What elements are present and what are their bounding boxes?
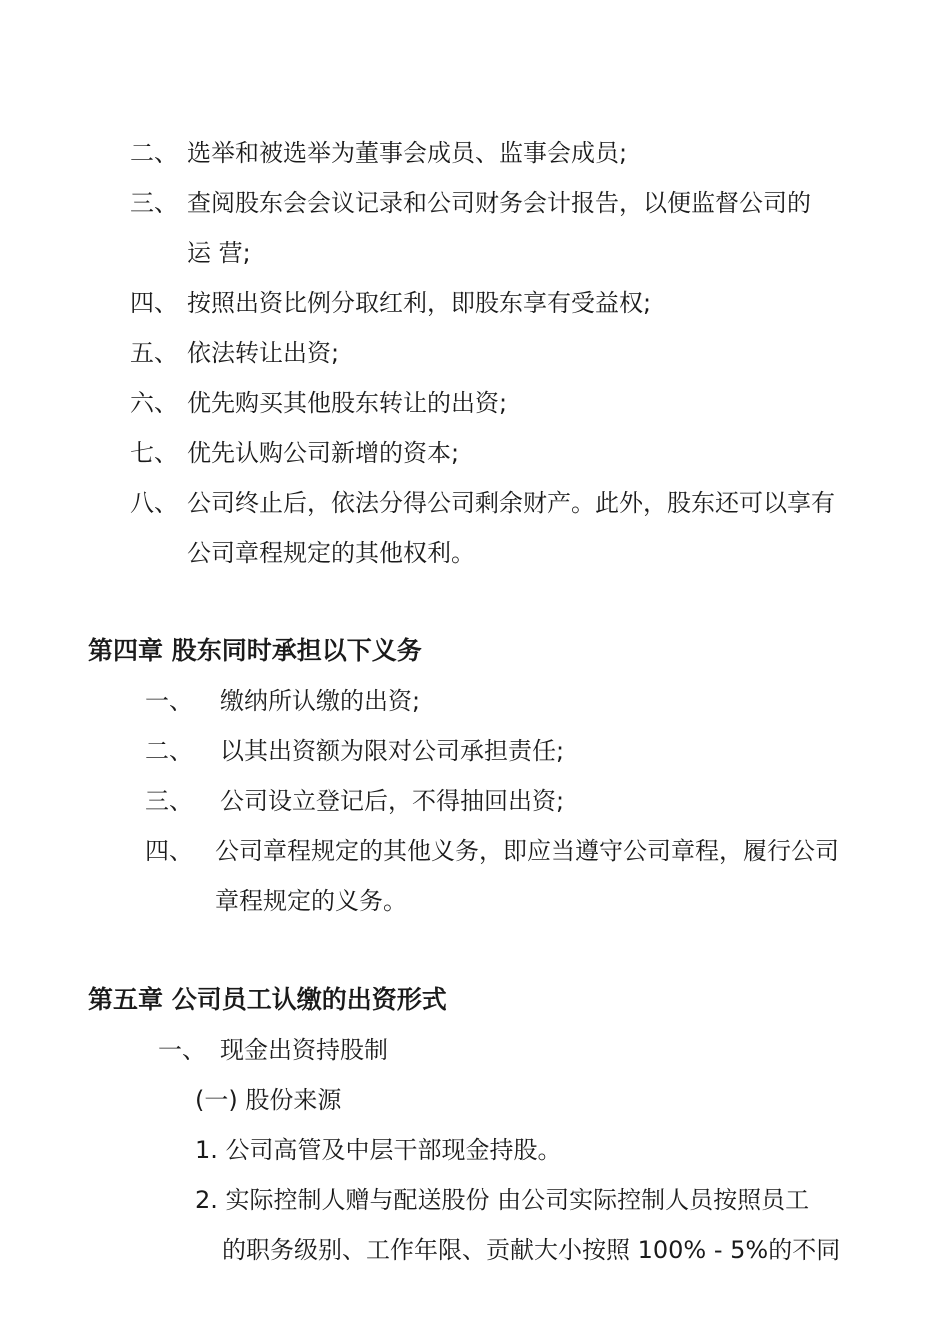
list-item-text: 公司章程规定的其他义务，即应当遵守公司章程，履行公司 xyxy=(215,837,839,865)
list-number: 二、 xyxy=(145,737,193,765)
list-number: 二、 xyxy=(130,139,178,167)
chapter-4-heading: 第四章 股东同时承担以下义务 xyxy=(88,636,422,665)
list-item-text: 1. 公司高管及中层干部现金持股。 xyxy=(195,1136,562,1164)
list-number: 五、 xyxy=(130,339,178,367)
list-item-continuation: 章程规定的义务。 xyxy=(215,887,407,915)
subsection-title: (一) 股份来源 xyxy=(195,1086,342,1114)
list-item-text: 选举和被选举为董事会成员、监事会成员; xyxy=(187,139,628,167)
section-number: 一、 xyxy=(158,1036,206,1064)
list-item-continuation: 公司章程规定的其他权利。 xyxy=(187,539,475,567)
list-item-text: 以其出资额为限对公司承担责任; xyxy=(220,737,565,765)
section-title: 现金出资持股制 xyxy=(220,1036,388,1064)
list-item-text: 2. 实际控制人赠与配送股份 由公司实际控制人员按照员工 xyxy=(195,1186,810,1214)
list-item-text: 查阅股东会会议记录和公司财务会计报告，以便监督公司的 xyxy=(187,189,811,217)
list-number: 三、 xyxy=(145,787,193,815)
list-item-text: 优先购买其他股东转让的出资; xyxy=(187,389,508,417)
list-number: 一、 xyxy=(145,687,193,715)
list-item-text: 公司设立登记后，不得抽回出资; xyxy=(220,787,565,815)
list-number: 三、 xyxy=(130,189,178,217)
list-item-text: 优先认购公司新增的资本; xyxy=(187,439,460,467)
list-item-text: 按照出资比例分取红利，即股东享有受益权; xyxy=(187,289,652,317)
list-number: 八、 xyxy=(130,489,178,517)
list-item-continuation: 运 营; xyxy=(187,239,251,267)
list-item-text: 缴纳所认缴的出资; xyxy=(220,687,421,715)
chapter-5-heading: 第五章 公司员工认缴的出资形式 xyxy=(88,985,447,1014)
list-number: 六、 xyxy=(130,389,178,417)
list-number: 七、 xyxy=(130,439,178,467)
list-item-text: 公司终止后，依法分得公司剩余财产。此外，股东还可以享有 xyxy=(187,489,835,517)
list-item-text: 依法转让出资; xyxy=(187,339,340,367)
list-number: 四、 xyxy=(130,289,178,317)
list-number: 四、 xyxy=(145,837,193,865)
list-item-continuation: 的职务级别、工作年限、贡献大小按照 100% - 5%的不同 xyxy=(222,1236,841,1264)
